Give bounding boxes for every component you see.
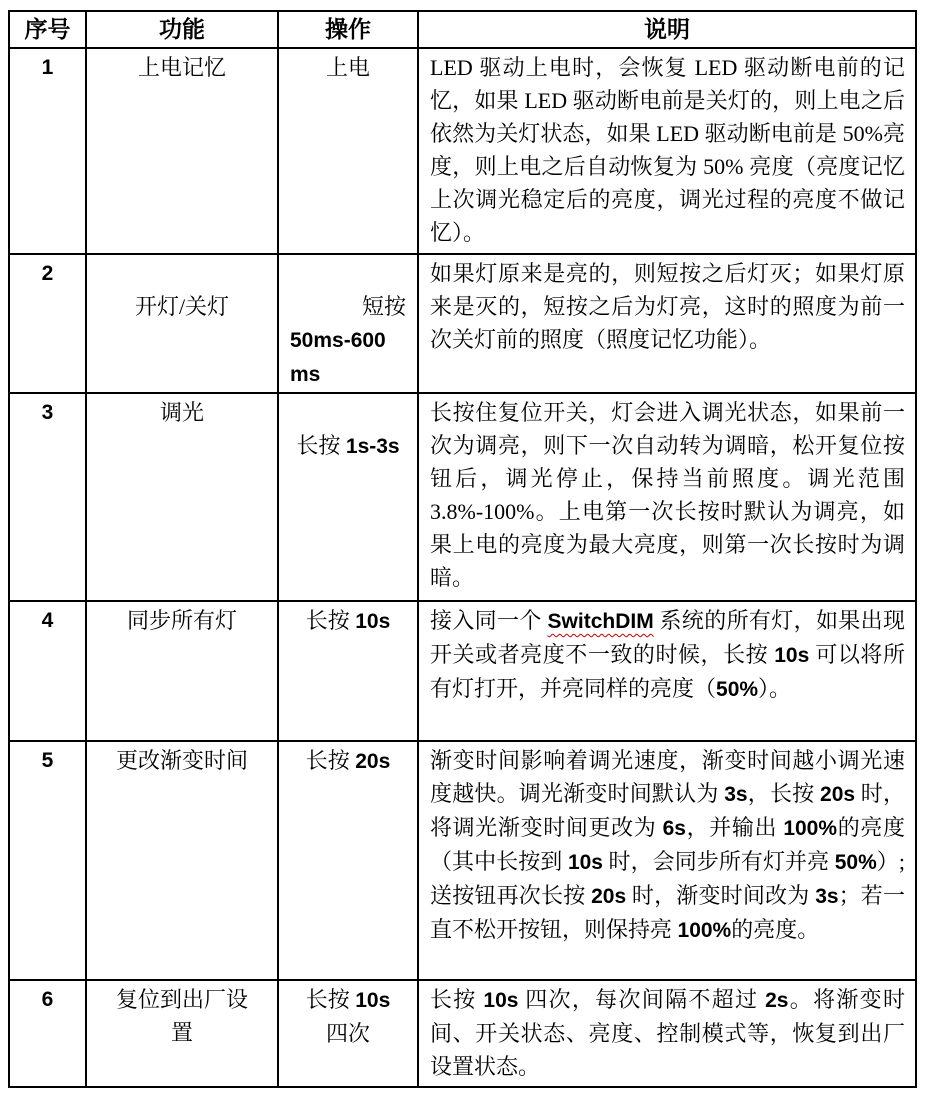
row-number-cell: 3 [9,393,86,601]
cell-line [87,604,277,637]
text-run: 3.8%-100% [430,499,535,524]
text-run: 四次，每次间隔不超过 [518,987,766,1012]
text-run: ）。 [758,676,792,701]
column-header-1: 序号 [9,11,86,48]
text-run: ，长按 [747,781,821,806]
text-run: 。将渐变时间、开关状态、亮度、控制模式等，恢复到出厂设置状态。 [430,987,905,1079]
text-run: 3s [724,783,748,806]
cell-line [279,983,417,1017]
table-row [9,393,916,601]
text-run: 长按 [430,987,484,1012]
text-run: 可以将所有灯打开，并亮同样的亮度（ [430,642,905,701]
column-header-4: 说明 [418,11,916,48]
cell-line [87,257,277,290]
cell-line [87,1016,277,1049]
row-number-cell: 2 [9,254,86,393]
cell-line [87,51,277,84]
text-run: 短按 [361,294,406,319]
table-body [9,48,916,1087]
row-number-cell: 1 [9,48,86,254]
text-run: LED [524,88,568,113]
cell-line [87,290,277,323]
text-run: 亮度，则上电之后自动恢复为 [430,121,905,179]
function-table [8,10,917,1088]
text-run: ）;送按钮再次长按 [430,849,905,908]
text-run: 2s [765,989,789,1012]
text-run: 同步所有灯 [126,608,237,633]
row-number-cell: 5 [9,741,86,980]
table-row [9,980,916,1087]
text-run: 驱动断电前是关灯的，则上电之后依然为关灯状态，如果 [430,88,905,146]
function-cell [86,254,278,393]
text-run: 10s [774,644,810,667]
text-run: 时，会同步所有灯并亮 [602,849,835,874]
text-run: 50ms-600 [290,329,386,352]
cell-line [279,396,417,429]
text-run: 50% [716,678,759,701]
operation-cell [278,254,418,393]
text-run: 10s [355,989,391,1012]
text-run: 调光 [159,400,204,425]
text-run: 长按 [305,987,356,1012]
table-row [9,741,916,980]
text-run: LED [430,55,473,80]
text-run: 100% [677,919,732,942]
cell-line [279,744,417,778]
function-cell [86,741,278,980]
text-run: LED [656,121,700,146]
text-run: 上电记忆 [137,55,226,80]
column-header-2: 功能 [86,11,278,48]
text-run: 开灯/关灯 [134,294,230,319]
cell-line [279,257,417,290]
row-number-cell: 4 [9,601,86,741]
table-row [9,254,916,393]
text-run: 长按 [296,433,346,458]
table-row [9,48,916,254]
text-run: ms [290,363,321,386]
table-row [9,601,916,741]
row-number-cell: 6 [9,980,86,1087]
text-run: 50% [703,154,744,179]
text-run: 6s [662,817,686,840]
text-run: 20s [355,750,391,773]
operation-cell [278,601,418,741]
description-cell [418,980,916,1087]
cell-line [279,323,417,357]
text-run: 系统的所有灯，如果出现开关或者亮度不一致的时候，长按 [430,608,905,667]
text-run: 更改渐变时间 [115,748,248,773]
text-run: 10s [355,610,391,633]
text-run: 50% [834,851,877,874]
description-cell [418,254,916,393]
description-cell [418,393,916,601]
function-cell [86,48,278,254]
cell-line [279,604,417,638]
text-run: 10s [483,989,519,1012]
text-run: ，并输出 [685,815,784,840]
text-run: 置 [170,1020,193,1045]
text-run: 的亮度（其中长按到 [430,815,905,874]
text-run: 长按住复位开关，灯会进入调光状态，如果前一次为调亮，则下一次自动转为调暗，松开复位按钮后，调光停止，保持当前照度。调光范围 [430,400,905,491]
text-run: 驱动断电前的记忆，如果 [430,55,905,113]
operation-cell [278,48,418,254]
text-run: 接入同一个 [430,608,548,633]
operation-cell [278,741,418,980]
cell-line [279,429,417,463]
function-cell [86,393,278,601]
text-run: 如果灯原来是亮的，则短按之后灯灭；如果灯原来是灭的，短按之后为灯亮，这时的照度为前一次关灯前的照度（照度记忆功能）。 [430,261,905,352]
header-row [9,11,916,48]
text-run: LED [694,55,738,80]
description-cell [418,601,916,741]
text-run: 四次 [325,1021,370,1046]
text-run: 20s [591,885,627,908]
text-run: 复位到出厂设 [115,987,248,1012]
text-run: ；若一直不松开按钮，则保持亮 [430,883,905,942]
operation-cell [278,980,418,1087]
text-run: 的亮度。 [731,917,820,942]
operation-cell [278,393,418,601]
text-run: 100% [783,817,838,840]
text-run: 渐变时间影响着调光速度，渐变时间越小调光速度越快。调光渐变时间默认为 [430,748,905,806]
text-run: 3s [815,885,839,908]
cell-line [87,983,277,1016]
function-cell [86,601,278,741]
cell-line [279,51,417,84]
text-run: 时，将调光渐变时间更改为 [430,781,905,840]
text-run: 1s-3s [345,435,400,458]
text-run: 亮度（亮度记忆上次调光稳定后的亮度，调光过程的亮度不做记忆）。 [430,154,905,245]
text-run: 驱动断电前是 [699,121,843,146]
cell-line [279,1017,417,1050]
text-run: 上电 [325,55,370,80]
text-run: 50% [842,121,883,146]
text-run: 长按 [305,748,356,773]
cell-line [279,357,417,391]
cell-line [87,396,277,429]
text-run: 长按 [305,608,356,633]
spellcheck-flagged-text: SwitchDIM [547,610,654,633]
description-cell [418,48,916,254]
text-run: 驱动上电时，会恢复 [472,55,695,80]
text-run: 20s [820,783,856,806]
cell-line [87,744,277,777]
description-cell [418,741,916,980]
text-run: 时，渐变时间改为 [626,883,816,908]
function-cell [86,980,278,1087]
text-run: 10s [567,851,603,874]
text-run: 。上电第一次长按时默认为调亮，如果上电的亮度为最大亮度，则第一次长按时为调暗。 [430,499,905,590]
cell-line [279,290,417,323]
column-header-3: 操作 [278,11,418,48]
